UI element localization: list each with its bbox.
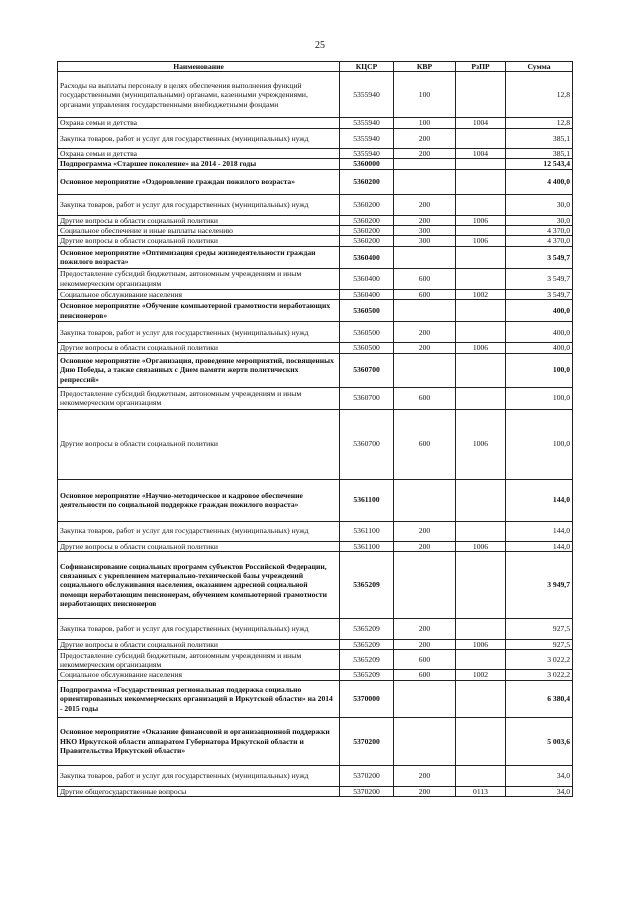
cell-rzpr (456, 226, 506, 236)
table-row (58, 670, 573, 680)
cell-name: Основное мероприятие «Оздоровление граждан пожилого возраста» (58, 169, 340, 194)
cell-kcsr: 5360700 (340, 387, 394, 409)
cell-rzpr (456, 387, 506, 409)
cell-kvr (394, 479, 456, 521)
cell-kvr: 600 (394, 650, 456, 670)
cell-rzpr (456, 72, 506, 118)
cell-name: Закупка товаров, работ и услуг для государственных (муниципальных) нужд (58, 128, 340, 148)
cell-kcsr: 5360200 (340, 226, 394, 236)
table-row (58, 128, 573, 148)
cell-name: Социальное обслуживание населения (58, 289, 340, 299)
cell-kvr: 600 (394, 289, 456, 299)
table-row (58, 552, 573, 619)
table-row (58, 215, 573, 225)
cell-name: Охрана семьи и детства (58, 148, 340, 158)
cell-kcsr: 5365209 (340, 640, 394, 650)
cell-sum: 3 022,2 (506, 670, 573, 680)
cell-kcsr: 5355940 (340, 118, 394, 128)
cell-name: Подпрограмма «Государственная региональная поддержка социально ориентированных некоммерческих организаций в Иркутской области» на 2014 - 2015 годы (58, 680, 340, 717)
cell-sum: 30,0 (506, 194, 573, 215)
cell-rzpr (456, 322, 506, 343)
cell-sum: 144,0 (506, 541, 573, 551)
table-row (58, 289, 573, 299)
cell-sum: 385,1 (506, 148, 573, 158)
cell-rzpr (456, 479, 506, 521)
cell-sum: 4 370,0 (506, 226, 573, 236)
table-row (58, 226, 573, 236)
cell-kvr (394, 159, 456, 169)
cell-rzpr (456, 169, 506, 194)
cell-name: Социальное обеспечение и иные выплаты населению (58, 226, 340, 236)
header-kvr: КВР (394, 62, 456, 72)
table-row (58, 148, 573, 158)
cell-name: Предоставление субсидий бюджетным, автономным учреждениям и иным некоммерческим организациям (58, 268, 340, 289)
cell-kcsr: 5370200 (340, 786, 394, 796)
cell-rzpr: 1006 (456, 343, 506, 353)
cell-kvr: 200 (394, 194, 456, 215)
cell-rzpr (456, 619, 506, 640)
cell-kcsr: 5365209 (340, 552, 394, 619)
cell-rzpr: 1006 (456, 215, 506, 225)
cell-kcsr: 5360200 (340, 215, 394, 225)
cell-rzpr: 1004 (456, 148, 506, 158)
cell-sum: 12,8 (506, 118, 573, 128)
table-row (58, 268, 573, 289)
cell-kvr: 100 (394, 72, 456, 118)
table-row (58, 640, 573, 650)
cell-name: Другие вопросы в области социальной политики (58, 640, 340, 650)
cell-name: Софинансирование социальных программ субъектов Российской Федерации, связанных с укреплением материально-технической базы учреждений социального обслуживания населения, оказанием адресной социальной помощи неработающим пенсионерам, обучением компьютерной грамотности неработающих пенсионеров (58, 552, 340, 619)
cell-name: Расходы на выплаты персоналу в целях обеспечения выполнения функций государственными (муниципальными) органами, казенными учреждениями, органами управления государственными внебюджетными фондами (58, 72, 340, 118)
cell-kvr (394, 353, 456, 387)
table-row (58, 387, 573, 409)
cell-rzpr (456, 194, 506, 215)
cell-kvr: 600 (394, 670, 456, 680)
cell-sum: 34,0 (506, 765, 573, 786)
cell-kcsr: 5365209 (340, 670, 394, 680)
cell-kvr: 200 (394, 322, 456, 343)
cell-kvr: 200 (394, 619, 456, 640)
cell-rzpr: 1002 (456, 670, 506, 680)
cell-sum: 144,0 (506, 479, 573, 521)
cell-sum: 5 003,6 (506, 717, 573, 765)
budget-table (57, 61, 573, 797)
table-header-row (58, 62, 573, 72)
cell-sum: 4 400,0 (506, 169, 573, 194)
table-row (58, 717, 573, 765)
header-kcsr: КЦСР (340, 62, 394, 72)
table-row (58, 353, 573, 387)
cell-kcsr: 5370200 (340, 717, 394, 765)
cell-sum: 400,0 (506, 300, 573, 322)
cell-rzpr: 0113 (456, 786, 506, 796)
table-row (58, 786, 573, 796)
cell-sum: 3 949,7 (506, 552, 573, 619)
cell-kcsr: 5361100 (340, 521, 394, 541)
cell-kvr: 600 (394, 387, 456, 409)
cell-sum: 927,5 (506, 619, 573, 640)
cell-rzpr (456, 552, 506, 619)
cell-name: Другие вопросы в области социальной политики (58, 215, 340, 225)
cell-name: Другие общегосударственные вопросы (58, 786, 340, 796)
table-row (58, 118, 573, 128)
cell-sum: 30,0 (506, 215, 573, 225)
cell-kvr (394, 680, 456, 717)
cell-kcsr: 5360400 (340, 246, 394, 268)
cell-kcsr: 5360700 (340, 353, 394, 387)
cell-rzpr (456, 159, 506, 169)
cell-name: Другие вопросы в области социальной политики (58, 343, 340, 353)
cell-rzpr (456, 353, 506, 387)
table-row (58, 765, 573, 786)
cell-kvr (394, 169, 456, 194)
cell-rzpr (456, 246, 506, 268)
cell-sum: 100,0 (506, 409, 573, 479)
cell-name: Предоставление субсидий бюджетным, автономным учреждениям и иным некоммерческим организациям (58, 650, 340, 670)
cell-kvr: 300 (394, 226, 456, 236)
cell-sum: 6 380,4 (506, 680, 573, 717)
cell-sum: 385,1 (506, 128, 573, 148)
cell-kcsr: 5365209 (340, 650, 394, 670)
cell-rzpr (456, 300, 506, 322)
cell-name: Основное мероприятие «Оказание финансовой и организационной поддержки НКО Иркутской области аппаратом Губернатора Иркутской области и Правительства Иркутской области» (58, 717, 340, 765)
cell-kcsr: 5360700 (340, 409, 394, 479)
cell-kvr: 200 (394, 128, 456, 148)
cell-kvr: 600 (394, 409, 456, 479)
cell-name: Другие вопросы в области социальной политики (58, 236, 340, 246)
cell-name: Предоставление субсидий бюджетным, автономным учреждениям и иным некоммерческим организациям (58, 387, 340, 409)
cell-rzpr: 1006 (456, 409, 506, 479)
cell-kcsr: 5360500 (340, 300, 394, 322)
cell-rzpr (456, 268, 506, 289)
cell-kcsr: 5355940 (340, 148, 394, 158)
table-row (58, 194, 573, 215)
cell-kvr: 200 (394, 343, 456, 353)
cell-kcsr: 5360400 (340, 268, 394, 289)
header-name: Наименование (58, 62, 340, 72)
cell-kvr (394, 246, 456, 268)
cell-kcsr: 5355940 (340, 128, 394, 148)
header-rzpr: РзПР (456, 62, 506, 72)
cell-name: Охрана семьи и детства (58, 118, 340, 128)
cell-sum: 12 543,4 (506, 159, 573, 169)
table-row (58, 343, 573, 353)
cell-name: Другие вопросы в области социальной политики (58, 541, 340, 551)
cell-kvr: 100 (394, 118, 456, 128)
table-row (58, 409, 573, 479)
cell-sum: 3 549,7 (506, 289, 573, 299)
cell-kcsr: 5370000 (340, 680, 394, 717)
table-row (58, 541, 573, 551)
cell-kcsr: 5360500 (340, 343, 394, 353)
page-number: 25 (315, 40, 325, 51)
table-row (58, 300, 573, 322)
cell-rzpr (456, 680, 506, 717)
cell-sum: 3 549,7 (506, 268, 573, 289)
cell-name: Социальное обслуживание населения (58, 670, 340, 680)
cell-kvr: 200 (394, 148, 456, 158)
table-row (58, 169, 573, 194)
cell-kvr (394, 552, 456, 619)
table-row (58, 159, 573, 169)
cell-name: Основное мероприятие «Научно-методическое и кадровое обеспечение деятельности по социальной поддержке граждан пожилого возраста» (58, 479, 340, 521)
cell-sum: 4 370,0 (506, 236, 573, 246)
table-row (58, 650, 573, 670)
cell-rzpr (456, 765, 506, 786)
table-body (58, 72, 573, 797)
cell-name: Закупка товаров, работ и услуг для государственных (муниципальных) нужд (58, 194, 340, 215)
cell-sum: 400,0 (506, 322, 573, 343)
cell-kcsr: 5355940 (340, 72, 394, 118)
table-row (58, 479, 573, 521)
cell-kcsr: 5360200 (340, 194, 394, 215)
cell-name: Закупка товаров, работ и услуг для государственных (муниципальных) нужд (58, 765, 340, 786)
cell-name: Закупка товаров, работ и услуг для государственных (муниципальных) нужд (58, 322, 340, 343)
table-row (58, 619, 573, 640)
cell-rzpr (456, 650, 506, 670)
table-row (58, 521, 573, 541)
cell-kvr: 200 (394, 215, 456, 225)
table-row (58, 236, 573, 246)
cell-kvr: 200 (394, 765, 456, 786)
table-row (58, 680, 573, 717)
cell-rzpr: 1004 (456, 118, 506, 128)
cell-rzpr: 1006 (456, 236, 506, 246)
cell-kcsr: 5360400 (340, 289, 394, 299)
cell-rzpr (456, 521, 506, 541)
cell-kvr (394, 300, 456, 322)
cell-rzpr (456, 717, 506, 765)
cell-rzpr (456, 128, 506, 148)
cell-kcsr: 5361100 (340, 479, 394, 521)
cell-kvr: 600 (394, 268, 456, 289)
cell-sum: 927,5 (506, 640, 573, 650)
table-row (58, 322, 573, 343)
cell-kvr: 200 (394, 521, 456, 541)
cell-sum: 100,0 (506, 353, 573, 387)
cell-sum: 34,0 (506, 786, 573, 796)
table-row (58, 246, 573, 268)
cell-name: Другие вопросы в области социальной политики (58, 409, 340, 479)
cell-kcsr: 5370200 (340, 765, 394, 786)
cell-kcsr: 5365209 (340, 619, 394, 640)
cell-sum: 400,0 (506, 343, 573, 353)
cell-sum: 12,8 (506, 72, 573, 118)
cell-kcsr: 5360200 (340, 236, 394, 246)
cell-sum: 3 022,2 (506, 650, 573, 670)
cell-kcsr: 5360000 (340, 159, 394, 169)
cell-sum: 100,0 (506, 387, 573, 409)
cell-kcsr: 5360200 (340, 169, 394, 194)
cell-kvr: 200 (394, 640, 456, 650)
cell-sum: 144,0 (506, 521, 573, 541)
cell-kvr: 300 (394, 236, 456, 246)
cell-rzpr: 1006 (456, 640, 506, 650)
cell-kvr (394, 717, 456, 765)
cell-name: Основное мероприятие «Обучение компьютерной грамотности неработающих пенсионеров» (58, 300, 340, 322)
table-row (58, 72, 573, 118)
cell-rzpr: 1006 (456, 541, 506, 551)
cell-kcsr: 5360500 (340, 322, 394, 343)
cell-rzpr: 1002 (456, 289, 506, 299)
cell-kvr: 200 (394, 541, 456, 551)
cell-kcsr: 5361100 (340, 541, 394, 551)
cell-name: Основное мероприятие «Организация, проведение мероприятий, посвященных Дню Победы, а также связанных с Днем памяти жертв политических репрессий» (58, 353, 340, 387)
cell-kvr: 200 (394, 786, 456, 796)
cell-name: Закупка товаров, работ и услуг для государственных (муниципальных) нужд (58, 521, 340, 541)
cell-sum: 3 549,7 (506, 246, 573, 268)
header-sum: Сумма (506, 62, 573, 72)
cell-name: Закупка товаров, работ и услуг для государственных (муниципальных) нужд (58, 619, 340, 640)
cell-name: Основное мероприятие «Оптимизация среды жизнедеятельности граждан пожилого возраста» (58, 246, 340, 268)
cell-name: Подпрограмма «Старшее поколение» на 2014 - 2018 годы (58, 159, 340, 169)
